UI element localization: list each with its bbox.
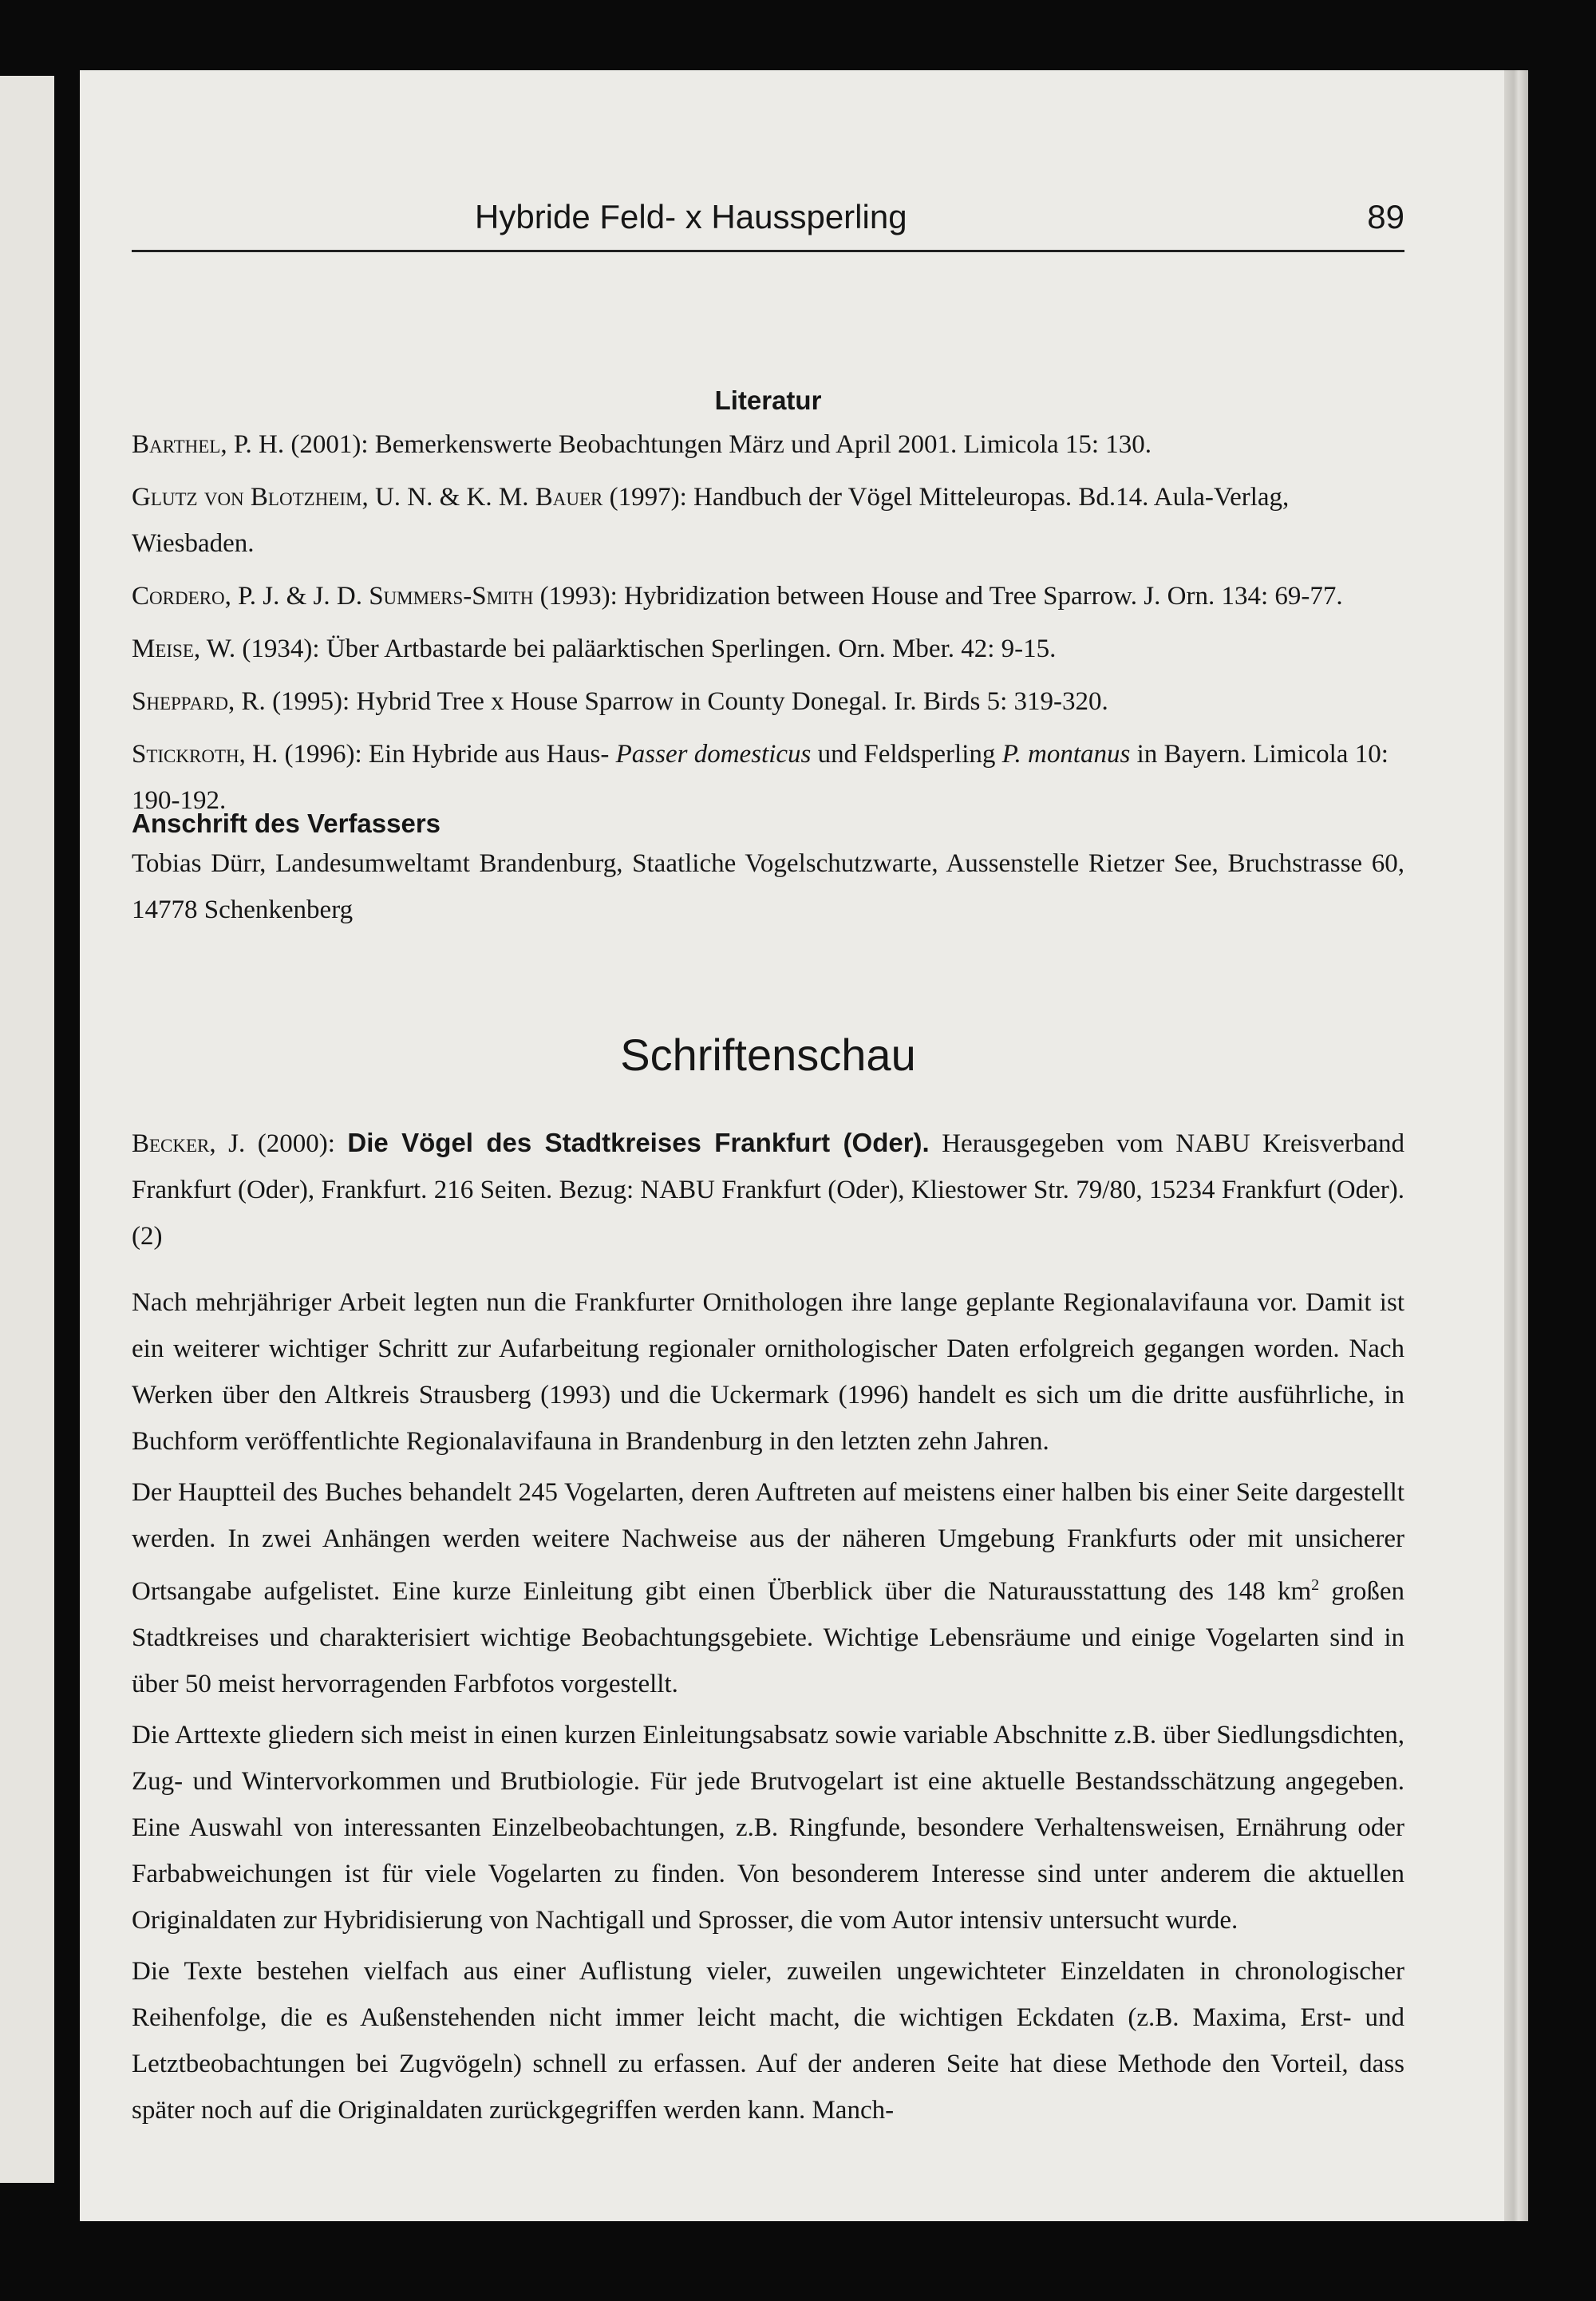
reference-text: (1995): Hybrid Tree x House Sparrow in County Donegal. Ir. Birds 5: 319-320. (265, 687, 1108, 716)
reference-text: (1996): Ein Hybride aus Haus- (278, 740, 616, 769)
review-paragraph-text: großen Stadtkreises und charakterisiert wichtige Beobachtungsgebiete. Wichtige Lebensräume und einige Vogelarten sind in über 50 meist hervorragenden Farbfotos vorgestellt. (132, 1577, 1405, 1698)
review-paragraph: Die Arttexte gliedern sich meist in einen kurzen Einleitungsabsatz sowie variable Abschnitte z.B. über Siedlungsdichten, Zug- und Wintervorkommen und Brutbiologie. Für jede Brutvogelart ist eine aktuelle Bestandsschätzung angegeben. Eine Auswahl von interessanten Einzelbeobachtungen, z.B. Ringfunde, besondere Verhaltensweisen, Ernährung oder Farbabweichungen ist für viele Vogelarten zu finden. Von besonderem Interesse sind unter anderem die aktuellen Originaldaten zur Hybridisierung von Nachtigall und Sprosser, die vom Autor intensiv untersucht wurde. (132, 1721, 1404, 1935)
review-paragraph: Nach mehrjähriger Arbeit legten nun die Frankfurter Ornithologen ihre lange geplante Regionalavifauna vor. Damit ist ein weiterer wichtiger Schritt zur Aufarbeitung regionaler ornithologischer Daten erfolgreich gegangen worden. Nach Werken über den Altkreis Strausberg (1993) und die Uckermark (1996) handelt es sich um die dritte ausführliche, in Buchform veröffentlichte Regionalavifauna in Brandenburg in den letzten zehn Jahren. (132, 1288, 1404, 1456)
reference-text: und Feldsperling (811, 740, 1002, 769)
review-reference (132, 1120, 1404, 1259)
reference-list (132, 421, 1404, 830)
header-title: Hybride Feld- x Haussperling (475, 198, 907, 235)
reference-text: in Bayern. Limicola 10: 190-192. (132, 740, 1389, 815)
review-author: Becker, J. (132, 1129, 246, 1158)
reference-author: Stickroth, H. (132, 740, 279, 769)
adjacent-page-edge (0, 76, 54, 2183)
book-page (80, 70, 1504, 2221)
reference-item (132, 421, 1404, 468)
review-paragraph-text: Der Hauptteil des Buches behandelt 245 Vogelarten, deren Auftreten auf meistens einer halben bis einer Seite dargestellt werden. In zwei Anhängen werden weitere Nachweise aus der näheren Umgebung Frankfurts oder mit unsicherer Ortsangabe aufgelistet. Eine kurze Einleitung gibt einen Überblick über die Naturausstattung des 148 km (132, 1478, 1404, 1606)
reference-text: (1997): Handbuch der Vögel Mitteleuropas. Bd.14. Aula-Verlag, Wiesbaden. (132, 483, 1290, 558)
review-paragraph (132, 1469, 1404, 1707)
review-year: (2000): (245, 1129, 348, 1158)
reference-item (132, 474, 1404, 567)
section-title: Schriftenschau (620, 1030, 916, 1080)
reference-author: Meise, W. (132, 635, 236, 663)
page-number: 89 (1367, 198, 1404, 235)
review-book-title: Die Vögel des Stadtkreises Frankfurt (Oder). (347, 1128, 930, 1157)
species-name: Passer domesticus (615, 740, 812, 769)
address-heading: Anschrift des Verfassers (132, 809, 441, 838)
reference-author: Sheppard, R. (132, 687, 266, 716)
reference-text: (1993): Hybridization between House and Tree Sparrow. J. Orn. 134: 69-77. (533, 582, 1343, 611)
literature-heading: Literatur (714, 385, 822, 415)
address-text: Tobias Dürr, Landesumweltamt Brandenburg, Staatliche Vogelschutzwarte, Aussenstelle Rietzer See, Bruchstrasse 60, 14778 Schenkenberg (132, 849, 1404, 924)
reference-item (132, 626, 1404, 672)
reference-author: Cordero, P. J. & J. D. Summers-Smith (132, 582, 534, 611)
review-publication-details: Herausgegeben vom NABU Kreisverband Frankfurt (Oder), Frankfurt. 216 Seiten. Bezug: NABU Frankfurt (Oder), Kliestower Str. 79/80, 15234 Frankfurt (Oder). (2) (132, 1129, 1404, 1251)
superscript: 2 (1311, 1576, 1320, 1594)
reference-author: Barthel, P. H. (132, 430, 285, 459)
review-paragraph: Die Texte bestehen vielfach aus einer Auflistung vieler, zuweilen ungewichteter Einzeldaten in chronologischer Reihenfolge, die es Außenstehenden nicht immer leicht macht, die wichtigen Eckdaten (z.B. Maxima, Erst- und Letztbeobachtungen bei Zugvögeln) schnell zu erfassen. Auf der anderen Seite hat diese Methode den Vorteil, dass später noch auf die Originaldaten zurückgegriffen werden kann. Manch- (132, 1957, 1404, 2125)
running-header (132, 194, 1404, 252)
reference-item (132, 678, 1404, 725)
species-name: P. montanus (1001, 740, 1131, 769)
review-body (132, 1279, 1404, 2138)
reference-text: (2001): Bemerkenswerte Beobachtungen März und April 2001. Limicola 15: 130. (284, 430, 1152, 459)
reference-item (132, 573, 1404, 619)
page-stack-edge (1504, 70, 1528, 2221)
reference-author: Glutz von Blotzheim, U. N. & K. M. Bauer (132, 483, 603, 512)
reference-text: (1934): Über Artbastarde bei paläarktischen Sperlingen. Orn. Mber. 42: 9-15. (235, 635, 1057, 663)
